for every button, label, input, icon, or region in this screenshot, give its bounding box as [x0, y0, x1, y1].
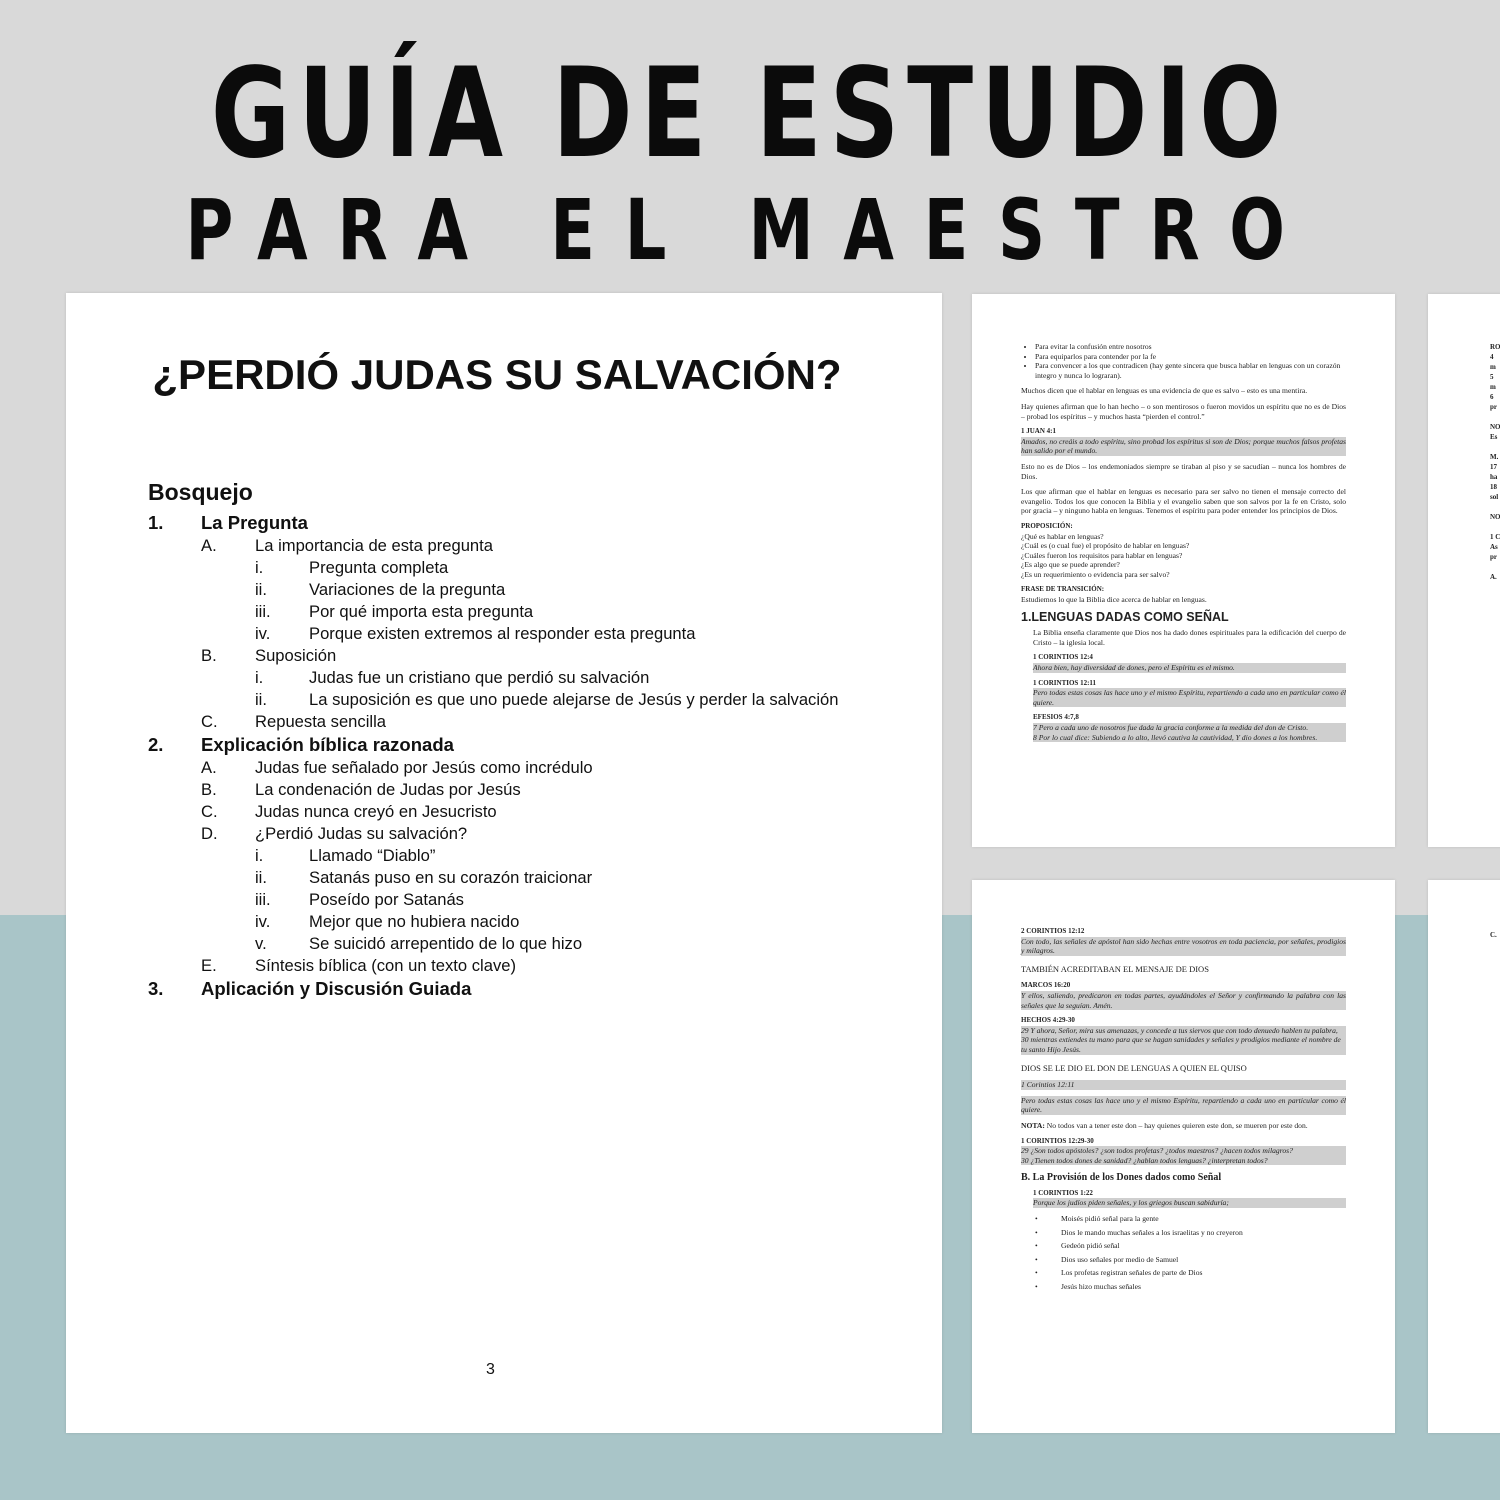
outline-heading: Bosquejo	[148, 479, 253, 505]
scripture-verse: 30 ¿Tienen todos dones de sanidad? ¿hablan todos lenguas? ¿interpretan todos?	[1021, 1156, 1346, 1166]
partial-page-text	[1490, 342, 1500, 582]
scripture-reference: MARCOS 16:20	[1021, 981, 1071, 990]
paragraph: Muchos dicen que el hablar en lenguas es una evidencia de que es salvo – esto es una mentira.	[1021, 386, 1308, 396]
partial-line: sol	[1490, 493, 1499, 501]
paragraph: La Biblia enseña claramente que Dios nos ha dado dones espirituales para la edificación del cuerpo de Cristo – la iglesia local.	[1033, 628, 1346, 647]
outline-item	[148, 601, 928, 623]
bullet-list	[1033, 1214, 1346, 1292]
outline-item-text: Síntesis bíblica (con un texto clave)	[255, 956, 517, 975]
outline-item-text: La suposición es que uno puede alejarse de Jesús y perder la salvación	[309, 690, 839, 709]
outline-item-number: B.	[201, 780, 217, 799]
paragraph: Hay quienes afirman que lo han hecho – o son mentirosos o fueron movidos un espíritu que no es de Dios – probad los espíritus – y muchos hasta “pierden el control.”	[1021, 401, 1346, 421]
partial-line	[1490, 522, 1500, 532]
outline-item-text: Llamado “Diablo”	[309, 846, 436, 865]
list-item: • Moisés pidió señal para la gente	[1047, 1214, 1346, 1224]
outline-item-number: 1.	[148, 512, 164, 533]
scripture-reference: 1 JUAN 4:1	[1021, 427, 1056, 436]
partial-line: 18	[1490, 483, 1497, 491]
list-item: • Gedeón pidió señal	[1047, 1241, 1346, 1251]
outline-item-text: Judas nunca creyó en Jesucristo	[255, 802, 497, 821]
outline-item-text: Aplicación y Discusión Guiada	[201, 978, 472, 999]
scripture-verse: Y ellos, saliendo, predicaron en todas partes, ayudándoles el Señor y confirmando la palabra con las señales que la seguían. Amén.	[1021, 990, 1346, 1010]
partial-line: ha	[1490, 473, 1498, 481]
outline-item-number: A.	[201, 536, 217, 555]
outline-item-number: ii.	[255, 868, 267, 887]
outline-item-text: Judas fue un cristiano que perdió su salvación	[309, 668, 650, 687]
scripture-verse: Con todo, las señales de apóstol han sido hechas entre vosotros en toda paciencia, por señales, prodigios y milagros.	[1021, 936, 1346, 956]
outline-item-text: Judas fue señalado por Jesús como incrédulo	[255, 758, 593, 777]
partial-line: pr	[1490, 403, 1497, 411]
outline-item-text: Explicación bíblica razonada	[201, 734, 454, 755]
outline-item-number: E.	[201, 956, 217, 975]
scripture-reference: 1 CORINTIOS 12:4	[1033, 653, 1093, 662]
partial-line: RO	[1490, 343, 1500, 351]
scripture-reference: 2 CORINTIOS 12:12	[1021, 927, 1085, 935]
outline-item-number: v.	[255, 934, 267, 953]
outline-list	[148, 511, 928, 1001]
partial-line: 1 C	[1490, 533, 1500, 541]
outline-item-number: iv.	[255, 624, 271, 643]
question: ¿Es algo que se puede aprender?	[1021, 560, 1120, 570]
scripture-verse: Pero todas estas cosas las hace uno y el mismo Espíritu, repartiendo a cada uno en particular como él quiere.	[1021, 1095, 1346, 1115]
partial-line: 5	[1490, 373, 1494, 381]
outline-item-text: Se suicidó arrepentido de lo que hizo	[309, 934, 583, 953]
outline-item-number: i.	[255, 668, 264, 687]
outline-item-text: ¿Perdió Judas su salvación?	[255, 824, 468, 843]
outline-item-number: 2.	[148, 734, 164, 755]
partial-line	[1490, 502, 1500, 512]
header-title-line1: GUÍA DE ESTUDIO	[210, 42, 1290, 186]
scripture-verse: Ahora bien, hay diversidad de dones, pero el Espíritu es el mismo.	[1033, 663, 1346, 673]
scripture-reference: 1 CORINTIOS 12:29-30	[1021, 1136, 1094, 1145]
outline-item	[148, 733, 928, 757]
outline-item	[148, 579, 928, 601]
partial-line: 6	[1490, 393, 1494, 401]
outline-item	[148, 801, 928, 823]
partial-line	[1490, 562, 1500, 572]
outline-item-text: Variaciones de la pregunta	[309, 580, 506, 599]
partial-line	[1490, 412, 1500, 422]
outline-item	[148, 845, 928, 867]
partial-page-text	[1490, 930, 1497, 940]
outline-item-text: Satanás puso en su corazón traicionar	[309, 868, 593, 887]
outline-item-text: La condenación de Judas por Jesús	[255, 780, 521, 799]
outline-item-number: D.	[201, 824, 218, 843]
outline-item-number: B.	[201, 646, 217, 665]
list-item: • Los profetas registran señales de parte de Dios	[1047, 1268, 1346, 1278]
outline-item	[148, 933, 928, 955]
transition-text: Estudiemos lo que la Biblia dice acerca de hablar en lenguas.	[1021, 595, 1207, 605]
partial-line	[1490, 442, 1500, 452]
outline-item-number: iv.	[255, 912, 271, 931]
scripture-reference: EFESIOS 4:7,8	[1033, 713, 1079, 722]
outline-item-number: ii.	[255, 580, 267, 599]
partial-line: m	[1490, 383, 1496, 391]
list-item: • Dios uso señales por medio de Samuel	[1047, 1255, 1346, 1265]
outline-item	[148, 711, 928, 733]
outline-item-text: Porque existen extremos al responder esta pregunta	[309, 624, 696, 643]
partial-line: m	[1490, 363, 1496, 371]
scripture-verse: 29 Y ahora, Señor, mira sus amenazas, y concede a tus siervos que con todo denuedo hablen tu palabra,	[1021, 1026, 1346, 1036]
outline-item	[148, 511, 928, 535]
thumbnail-page-2[interactable]	[972, 880, 1395, 1433]
indented-block	[1021, 1189, 1346, 1292]
outline-item	[148, 623, 928, 645]
outline-item-number: A.	[201, 758, 217, 777]
list-item: • Dios le mando muchas señales a los israelitas y no creyeron	[1047, 1228, 1346, 1238]
partial-line: A.	[1490, 573, 1497, 581]
main-document-page	[66, 293, 942, 1433]
partial-line: As	[1490, 543, 1498, 551]
partial-line: M.	[1490, 453, 1499, 461]
thumbnail-1-content	[1021, 342, 1346, 748]
scripture-reference: 1 CORINTIOS 12:11	[1033, 678, 1097, 687]
question: ¿Cuáles fueron los requisitos para hablar en lenguas?	[1021, 550, 1183, 560]
note-text: No todos van a tener este don – hay quienes quieren este don, se mueren por este don.	[1044, 1120, 1308, 1130]
outline-item-number: i.	[255, 558, 264, 577]
bullet-list	[1021, 342, 1346, 380]
partial-line: 17	[1490, 463, 1497, 471]
outline-item	[148, 535, 928, 557]
partial-line: NO	[1490, 513, 1500, 521]
scripture-verse: 8 Por lo cual dice: Subiendo a lo alto, llevó cautiva la cautividad, Y dio dones a los hombres.	[1033, 733, 1346, 743]
partial-line: pr	[1490, 553, 1497, 561]
outline-item	[148, 867, 928, 889]
list-item: • Para evitar la confusión entre nosotros	[1035, 342, 1346, 352]
outline-item	[148, 911, 928, 933]
list-item: • Para equiparlos para contender por la fe	[1035, 352, 1346, 362]
caps-heading: TAMBIÉN ACREDITABAN EL MENSAJE DE DIOS	[1021, 963, 1209, 974]
indented-block	[1021, 628, 1346, 742]
note-label: NOTA:	[1021, 1120, 1045, 1130]
outline-item	[148, 557, 928, 579]
outline-item	[148, 667, 928, 689]
paragraph: Los que afirman que el hablar en lenguas es necesario para ser salvo no tienen el mensaje correcto del evangelio. Todos los que conocen la Biblia y el evangelio saben que son salvos por la fe en Cristo, solo por gracia – y ninguno habla en lenguas. Tenemos el espíritu para poder entender los principios de Dios.	[1021, 487, 1346, 516]
subsection-heading: B. La Provisión de los Dones dados como Señal	[1021, 1172, 1222, 1184]
outline-item	[148, 977, 928, 1001]
outline-item-text: La Pregunta	[201, 512, 308, 533]
partial-line: C.	[1490, 931, 1497, 939]
thumbnail-page-1[interactable]	[972, 294, 1395, 847]
outline-item-number: C.	[201, 802, 218, 821]
scripture-verse: 29 ¿Son todos apóstoles? ¿son todos profetas? ¿todos maestros? ¿hacen todos milagros?	[1021, 1146, 1346, 1156]
outline-item-text: Repuesta sencilla	[255, 712, 386, 731]
outline-item	[148, 645, 928, 667]
thumbnail-2-content	[1021, 927, 1346, 1298]
outline-item-text: La importancia de esta pregunta	[255, 536, 494, 555]
thumbnail-page-3-partial[interactable]	[1428, 294, 1500, 847]
scripture-reference: HECHOS 4:29-30	[1021, 1016, 1075, 1025]
question: ¿Es un requerimiento o evidencia para ser salvo?	[1021, 569, 1170, 579]
page-number: 3	[486, 1361, 495, 1378]
scripture-verse: Porque los judíos piden señales, y los griegos buscan sabiduría;	[1033, 1198, 1346, 1208]
outline-item	[148, 955, 928, 977]
paragraph: Esto no es de Dios – los endemoniados siempre se tiraban al piso y se sacudían – nunca los hombres de Dios.	[1021, 461, 1346, 481]
outline-item-number: iii.	[255, 602, 271, 621]
outline-item-text: Pregunta completa	[309, 558, 449, 577]
scripture-verse: Amados, no creáis a todo espíritu, sino probad los espíritus si son de Dios; porque muchos falsos profetas han salido por el mundo.	[1021, 436, 1346, 456]
outline-item-text: Mejor que no hubiera nacido	[309, 912, 520, 931]
list-item: • Jesús hizo muchas señales	[1047, 1282, 1346, 1292]
outline-item	[148, 823, 928, 845]
outline-item	[148, 689, 928, 711]
outline-item	[148, 889, 928, 911]
outline-item-text: Por qué importa esta pregunta	[309, 602, 534, 621]
thumbnail-page-4-partial[interactable]	[1428, 880, 1500, 1433]
question: ¿Cuál es (o cual fue) el propósito de hablar en lenguas?	[1021, 541, 1190, 551]
transition-label: FRASE DE TRANSICIÓN:	[1021, 585, 1105, 594]
outline-item	[148, 779, 928, 801]
outline-item-number: 3.	[148, 978, 164, 999]
outline-item-number: iii.	[255, 890, 271, 909]
scripture-verse: 7 Pero a cada uno de nosotros fue dada la gracia conforme a la medida del don de Cristo.	[1033, 723, 1346, 733]
proposition-label: PROPOSICIÓN:	[1021, 521, 1073, 530]
partial-line: Es	[1490, 433, 1498, 441]
outline-item-text: Poseído por Satanás	[309, 890, 464, 909]
section-heading: 1.LENGUAS DADAS COMO SEÑAL	[1021, 609, 1229, 624]
list-item: • Para convencer a los que contradicen (hay gente sincera que busca hablar en lenguas con un corazón integro y nunca lo lograran).	[1035, 361, 1346, 380]
note-paragraph	[1021, 1121, 1346, 1131]
outline-item-text: Suposición	[255, 646, 337, 665]
document-title: ¿PERDIÓ JUDAS SU SALVACIÓN?	[152, 351, 842, 398]
outline-item-number: i.	[255, 846, 264, 865]
caps-heading: DIOS SE LE DIO EL DON DE LENGUAS A QUIEN EL QUISO	[1021, 1062, 1247, 1073]
scripture-verse: 30 mientras extiendes tu mano para que se hagan sanidades y señales y prodigios mediante el nombre de tu santo Hijo Jesús.	[1021, 1035, 1346, 1054]
partial-line: 4	[1490, 353, 1494, 361]
scripture-reference: 1 CORINTIOS 1:22	[1033, 1188, 1093, 1197]
scripture-reference: 1 Corintios 12:11	[1021, 1080, 1346, 1090]
outline-item	[148, 757, 928, 779]
outline-item-number: ii.	[255, 690, 267, 709]
partial-line: NO	[1490, 423, 1500, 431]
question: ¿Qué es hablar en lenguas?	[1021, 531, 1104, 541]
outline-item-number: C.	[201, 712, 218, 731]
header-title-line2: PARA EL MAESTRO	[185, 181, 1315, 279]
scripture-verse: Pero todas estas cosas las hace uno y el mismo Espíritu, repartiendo a cada uno en particular como él quiere.	[1033, 688, 1346, 707]
